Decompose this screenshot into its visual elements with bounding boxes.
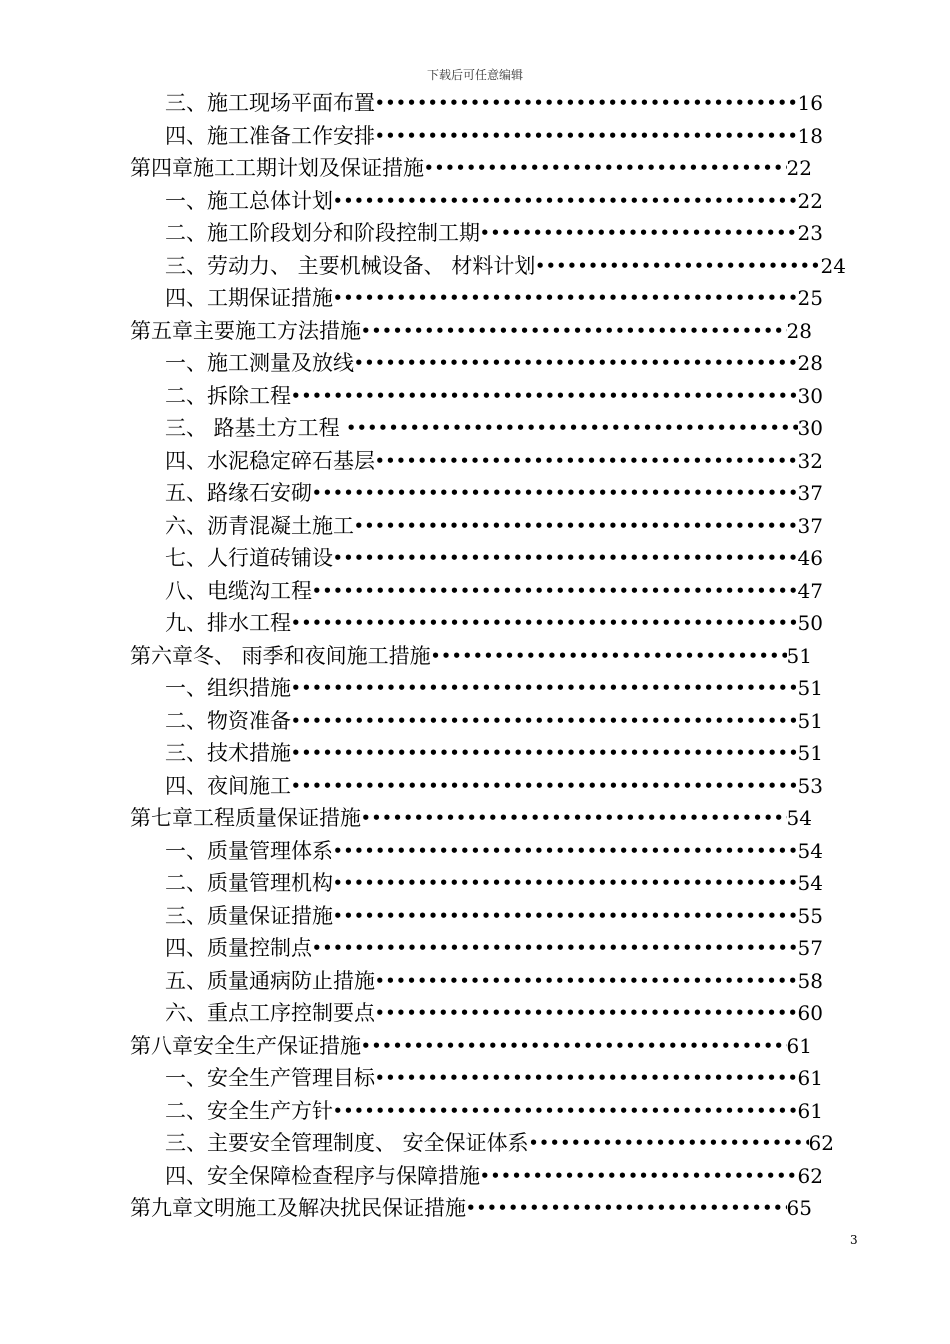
toc-entry-title: 质量控制点 bbox=[207, 936, 312, 960]
toc-entry-page: 54 bbox=[786, 806, 812, 830]
toc-entry-page: 51 bbox=[786, 643, 812, 668]
toc-entry-page: 55 bbox=[797, 903, 823, 928]
page-number: 3 bbox=[850, 1233, 858, 1247]
toc-entry-page: 65 bbox=[786, 1196, 812, 1220]
toc-entry-title: 施工总体计划 bbox=[207, 188, 333, 213]
toc-section-entry[interactable] bbox=[165, 477, 823, 509]
toc-entry-page: 37 bbox=[797, 513, 823, 538]
toc-entry-title: 文明施工及解决扰民保证措施 bbox=[193, 1196, 466, 1220]
toc-entry-number: 第四章 bbox=[130, 156, 193, 180]
toc-entry-number: 二、 bbox=[165, 1098, 207, 1123]
toc-leader-dots bbox=[480, 1160, 798, 1192]
toc-entry-number: 七、 bbox=[165, 546, 207, 570]
toc-section-entry[interactable] bbox=[165, 1127, 834, 1159]
toc-entry-title: 技术措施 bbox=[207, 741, 291, 765]
toc-chapter-entry[interactable] bbox=[130, 315, 812, 347]
toc-section-entry[interactable] bbox=[165, 672, 823, 704]
toc-leader-dots bbox=[375, 120, 798, 152]
toc-section-entry[interactable] bbox=[165, 1160, 823, 1192]
toc-section-entry[interactable] bbox=[165, 87, 823, 119]
toc-section-entry[interactable] bbox=[165, 120, 823, 152]
toc-entry-title: 拆除工程 bbox=[207, 383, 291, 408]
toc-leader-dots bbox=[333, 282, 798, 314]
toc-entry-number: 六、 bbox=[165, 1001, 207, 1025]
toc-chapter-entry[interactable] bbox=[130, 1030, 812, 1062]
toc-leader-dots bbox=[291, 737, 798, 769]
toc-entry-number: 四、 bbox=[165, 773, 207, 798]
toc-entry-title: 安全生产管理目标 bbox=[207, 1066, 375, 1090]
toc-entry-page: 50 bbox=[797, 611, 823, 635]
toc-leader-dots bbox=[333, 867, 798, 899]
toc-entry-number: 二、 bbox=[165, 383, 207, 408]
toc-entry-title: 重点工序控制要点 bbox=[207, 1001, 375, 1025]
toc-entry-number: 四、 bbox=[165, 936, 207, 960]
toc-entry-page: 51 bbox=[797, 676, 823, 700]
toc-section-entry[interactable] bbox=[165, 1062, 823, 1094]
toc-section-entry[interactable] bbox=[165, 1095, 823, 1127]
toc-entry-page: 23 bbox=[797, 221, 823, 245]
toc-entry-number: 一、 bbox=[165, 188, 207, 213]
toc-entry-title: 电缆沟工程 bbox=[207, 578, 312, 603]
toc-leader-dots bbox=[333, 542, 798, 574]
toc-entry-title: 质量保证措施 bbox=[207, 903, 333, 928]
toc-entry-title: 主要施工方法措施 bbox=[193, 318, 361, 343]
toc-leader-dots bbox=[291, 672, 798, 704]
toc-leader-dots bbox=[361, 802, 787, 834]
toc-leader-dots bbox=[333, 185, 798, 217]
toc-leader-dots bbox=[535, 250, 820, 282]
toc-entry-number: 第六章 bbox=[130, 643, 193, 668]
toc-leader-dots bbox=[291, 705, 798, 737]
toc-section-entry[interactable] bbox=[165, 250, 846, 282]
toc-entry-title: 质量管理体系 bbox=[207, 838, 333, 863]
toc-entry-page: 51 bbox=[797, 741, 823, 765]
toc-leader-dots bbox=[431, 640, 787, 672]
toc-leader-dots bbox=[291, 607, 798, 639]
toc-entry-number: 五、 bbox=[165, 968, 207, 993]
toc-entry-page: 51 bbox=[797, 708, 823, 733]
toc-entry-title: 工期保证措施 bbox=[207, 286, 333, 310]
toc-section-entry[interactable] bbox=[165, 412, 823, 444]
page-header: 下载后可任意编辑 bbox=[426, 68, 523, 82]
toc-entry-title: 工程质量保证措施 bbox=[193, 806, 361, 830]
toc-section-entry[interactable] bbox=[165, 185, 823, 217]
toc-entry-number: 三、 bbox=[165, 1131, 207, 1155]
toc-leader-dots bbox=[354, 347, 798, 379]
toc-entry-number: 三、 bbox=[165, 741, 207, 765]
toc-leader-dots bbox=[291, 380, 798, 412]
toc-entry-number: 第七章 bbox=[130, 806, 193, 830]
toc-entry-page: 22 bbox=[797, 188, 823, 213]
toc-entry-page: 16 bbox=[797, 91, 823, 115]
toc-entry-page: 46 bbox=[797, 546, 823, 570]
toc-entry-number: 第五章 bbox=[130, 318, 193, 343]
toc-entry-title: 组织措施 bbox=[207, 676, 291, 700]
toc-entry-title: 安全保障检查程序与保障措施 bbox=[207, 1163, 480, 1188]
toc-section-entry[interactable] bbox=[165, 705, 823, 737]
toc-entry-number: 八、 bbox=[165, 578, 207, 603]
toc-entry-number: 一、 bbox=[165, 1066, 207, 1090]
toc-entry-page: 62 bbox=[808, 1131, 834, 1155]
toc-entry-page: 61 bbox=[797, 1066, 823, 1090]
toc-entry-number: 三、 bbox=[165, 903, 207, 928]
toc-entry-number: 四、 bbox=[165, 448, 207, 473]
toc-entry-title: 施工现场平面布置 bbox=[207, 91, 375, 115]
toc-section-entry[interactable] bbox=[165, 835, 823, 867]
toc-entry-title: 排水工程 bbox=[207, 611, 291, 635]
toc-entry-page: 54 bbox=[797, 871, 823, 895]
toc-leader-dots bbox=[333, 900, 798, 932]
toc-entry-title: 安全生产保证措施 bbox=[193, 1033, 361, 1058]
toc-entry-number: 第九章 bbox=[130, 1196, 193, 1220]
toc-leader-dots bbox=[312, 575, 798, 607]
toc-section-entry[interactable] bbox=[165, 445, 823, 477]
toc-chapter-entry[interactable] bbox=[130, 152, 812, 184]
toc-entry-number: 一、 bbox=[165, 838, 207, 863]
toc-entry-page: 32 bbox=[797, 448, 823, 473]
toc-leader-dots bbox=[529, 1127, 809, 1159]
toc-leader-dots bbox=[333, 1095, 798, 1127]
toc-entry-number: 四、 bbox=[165, 286, 207, 310]
toc-entry-page: 47 bbox=[797, 578, 823, 603]
toc-chapter-entry[interactable] bbox=[130, 640, 812, 672]
toc-entry-page: 54 bbox=[797, 838, 823, 863]
toc-leader-dots bbox=[375, 997, 798, 1029]
toc-entry-page: 37 bbox=[797, 481, 823, 505]
toc-leader-dots bbox=[312, 932, 798, 964]
toc-entry-number: 二、 bbox=[165, 221, 207, 245]
toc-entry-title: 水泥稳定碎石基层 bbox=[207, 448, 375, 473]
toc-entry-page: 24 bbox=[820, 253, 846, 278]
toc-entry-page: 18 bbox=[797, 123, 823, 148]
toc-leader-dots bbox=[312, 477, 798, 509]
toc-entry-title: 路基土方工程 bbox=[207, 416, 347, 440]
toc-entry-title: 施工阶段划分和阶段控制工期 bbox=[207, 221, 480, 245]
toc-chapter-entry[interactable] bbox=[130, 1192, 812, 1224]
toc-section-entry[interactable] bbox=[165, 380, 823, 412]
toc-entry-title: 人行道砖铺设 bbox=[207, 546, 333, 570]
toc-leader-dots bbox=[361, 315, 787, 347]
toc-section-entry[interactable] bbox=[165, 900, 823, 932]
toc-entry-page: 25 bbox=[797, 286, 823, 310]
toc-leader-dots bbox=[375, 1062, 798, 1094]
toc-leader-dots bbox=[375, 965, 798, 997]
toc-entry-title: 物资准备 bbox=[207, 708, 291, 733]
toc-chapter-entry[interactable] bbox=[130, 802, 812, 834]
toc-leader-dots bbox=[424, 152, 787, 184]
toc-section-entry[interactable] bbox=[165, 575, 823, 607]
toc-leader-dots bbox=[466, 1192, 787, 1224]
toc-entry-number: 三、 bbox=[165, 416, 207, 440]
toc-entry-number: 五、 bbox=[165, 481, 207, 505]
toc-leader-dots bbox=[346, 412, 797, 444]
toc-entry-title: 施工测量及放线 bbox=[207, 351, 354, 375]
toc-leader-dots bbox=[480, 217, 798, 249]
toc-entry-number: 一、 bbox=[165, 676, 207, 700]
toc-entry-page: 22 bbox=[786, 156, 812, 180]
toc-entry-page: 28 bbox=[786, 318, 812, 343]
toc-entry-number: 二、 bbox=[165, 708, 207, 733]
toc-entry-page: 60 bbox=[797, 1001, 823, 1025]
toc-leader-dots bbox=[333, 835, 798, 867]
toc-section-entry[interactable] bbox=[165, 217, 823, 249]
toc-section-entry[interactable] bbox=[165, 770, 823, 802]
toc-entry-page: 30 bbox=[797, 416, 823, 440]
toc-section-entry[interactable] bbox=[165, 510, 823, 542]
toc-leader-dots bbox=[361, 1030, 787, 1062]
toc-leader-dots bbox=[354, 510, 798, 542]
toc-entry-number: 一、 bbox=[165, 351, 207, 375]
toc-entry-title: 质量管理机构 bbox=[207, 871, 333, 895]
toc-leader-dots bbox=[375, 445, 798, 477]
toc-leader-dots bbox=[375, 87, 798, 119]
toc-section-entry[interactable] bbox=[165, 867, 823, 899]
toc-entry-number: 三、 bbox=[165, 91, 207, 115]
toc-section-entry[interactable] bbox=[165, 347, 823, 379]
toc-entry-title: 施工准备工作安排 bbox=[207, 123, 375, 148]
toc-section-entry[interactable] bbox=[165, 542, 823, 574]
toc-entry-page: 62 bbox=[797, 1163, 823, 1188]
toc-section-entry[interactable] bbox=[165, 965, 823, 997]
toc-entry-title: 沥青混凝土施工 bbox=[207, 513, 354, 538]
toc-section-entry[interactable] bbox=[165, 997, 823, 1029]
toc-leader-dots bbox=[291, 770, 798, 802]
toc-entry-number: 六、 bbox=[165, 513, 207, 538]
toc-entry-title: 劳动力、 主要机械设备、 材料计划 bbox=[207, 253, 536, 278]
toc-section-entry[interactable] bbox=[165, 932, 823, 964]
toc-entry-page: 58 bbox=[797, 968, 823, 993]
toc-entry-title: 主要安全管理制度、 安全保证体系 bbox=[207, 1131, 529, 1155]
toc-entry-number: 四、 bbox=[165, 123, 207, 148]
toc-entry-page: 61 bbox=[786, 1033, 812, 1058]
toc-entry-title: 安全生产方针 bbox=[207, 1098, 333, 1123]
toc-entry-number: 第八章 bbox=[130, 1033, 193, 1058]
toc-entry-page: 61 bbox=[797, 1098, 823, 1123]
toc-section-entry[interactable] bbox=[165, 607, 823, 639]
toc-entry-page: 28 bbox=[797, 351, 823, 375]
toc-section-entry[interactable] bbox=[165, 737, 823, 769]
toc-entry-title: 路缘石安砌 bbox=[207, 481, 312, 505]
toc-entry-number: 三、 bbox=[165, 253, 207, 278]
toc-entry-title: 质量通病防止措施 bbox=[207, 968, 375, 993]
toc-entry-page: 30 bbox=[797, 383, 823, 408]
toc-entry-title: 施工工期计划及保证措施 bbox=[193, 156, 424, 180]
toc-section-entry[interactable] bbox=[165, 282, 823, 314]
toc-entry-number: 九、 bbox=[165, 611, 207, 635]
toc-entry-title: 夜间施工 bbox=[207, 773, 291, 798]
toc-entry-title: 冬、 雨季和夜间施工措施 bbox=[193, 643, 431, 668]
toc-entry-page: 57 bbox=[797, 936, 823, 960]
toc-entry-number: 二、 bbox=[165, 871, 207, 895]
toc-entry-number: 四、 bbox=[165, 1163, 207, 1188]
toc-entry-page: 53 bbox=[797, 773, 823, 798]
